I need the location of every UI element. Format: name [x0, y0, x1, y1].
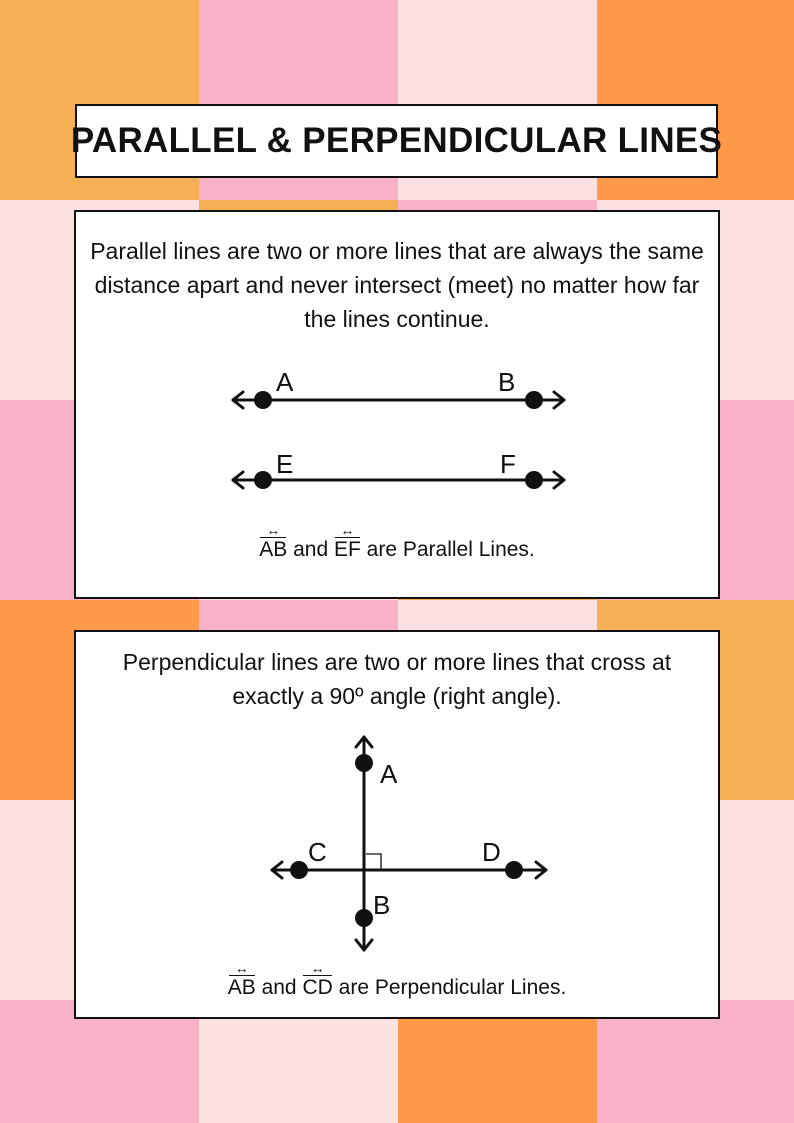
line-notation-ab: AB ↔ [259, 534, 287, 562]
caption-conjunction: and [293, 538, 329, 561]
page-title: PARALLEL & PERPENDICULAR LINES [70, 121, 723, 160]
caption-conjunction: and [261, 976, 297, 999]
parallel-caption [76, 534, 718, 562]
point-label-a: A [276, 367, 294, 397]
right-angle-mark-icon [366, 854, 381, 869]
line-notation-ef: EF ↔ [334, 534, 361, 562]
point-c [290, 861, 308, 879]
perpendicular-lines-diagram [76, 632, 718, 1017]
point-label-c: C [308, 837, 327, 867]
perpendicular-caption [76, 972, 718, 1000]
point-label-e: E [276, 449, 294, 479]
point-e [254, 471, 272, 489]
point-b [525, 391, 543, 409]
perpendicular-lines-card [74, 630, 720, 1019]
caption-suffix: are Perpendicular Lines. [338, 976, 567, 999]
perpendicular-description: Perpendicular lines are two or more lines that cross at exactly a 90º angle (right angle). [122, 649, 672, 709]
parallel-description: Parallel lines are two or more lines that are always the same distance apart and never intersect (meet) no matter how far the lines continue. [90, 238, 704, 332]
point-label-b: B [498, 367, 516, 397]
parallel-lines-card [74, 210, 720, 599]
point-label-f: F [500, 449, 516, 479]
line-notation-cd: CD ↔ [302, 972, 332, 1000]
point-b [355, 909, 373, 927]
point-label-d: D [482, 837, 501, 867]
title-banner [70, 104, 723, 178]
point-f [525, 471, 543, 489]
point-label-b: B [373, 890, 391, 920]
line-notation-ab: AB ↔ [228, 972, 256, 1000]
point-a [254, 391, 272, 409]
caption-suffix: are Parallel Lines. [366, 538, 535, 561]
point-label-a: A [380, 759, 398, 789]
point-a [355, 754, 373, 772]
point-d [505, 861, 523, 879]
